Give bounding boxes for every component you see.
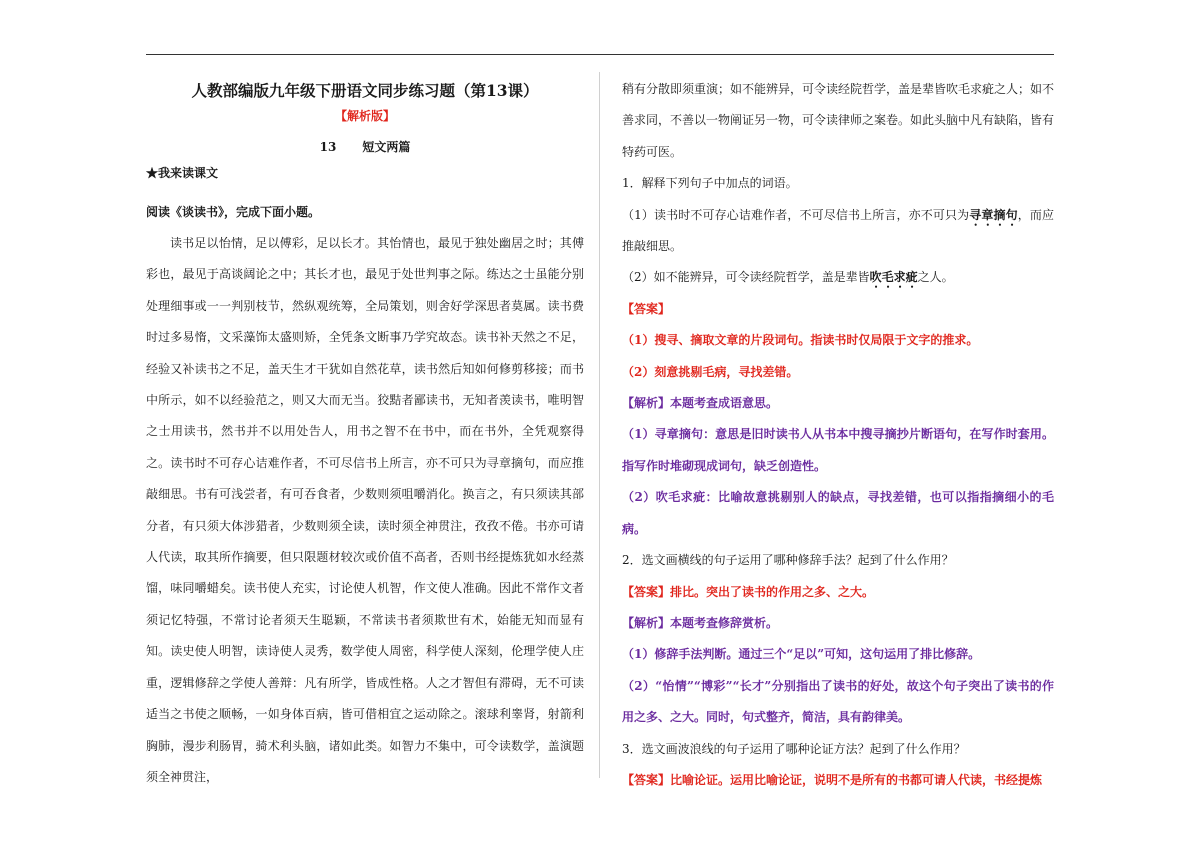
lesson-number: 13 <box>319 140 337 154</box>
q1-analysis-2: （2）吹毛求疵：比喻故意挑剔别人的缺点，寻找差错，也可以指指摘细小的毛病。 <box>622 490 1054 536</box>
q3-answer: 【答案】比喻论证。运用比喻论证，说明不是所有的书都可请人代读，书经提炼 <box>622 772 1043 787</box>
q1-answer-2: （2）刻意挑剔毛病，寻找差错。 <box>622 364 799 379</box>
q1-stem: 1．解释下列句子中加点的词语。 <box>622 176 798 191</box>
q1-item-1: （1）读书时不可存心诘难作者，不可尽信书上所言，亦不可只为寻章摘句，而应推敲细思。 <box>622 207 1054 254</box>
document-subtitle: 【解析版】 <box>334 109 395 123</box>
lesson-heading <box>146 134 584 160</box>
q2-analysis-1: （1）修辞手法判断。通过三个“足以”可知，这句运用了排比修辞。 <box>622 647 981 662</box>
reading-prompt: 阅读《谈读书》，完成下面小题。 <box>146 205 321 219</box>
section-heading: ★我来读课文 <box>146 166 219 180</box>
passage-text: 读书足以怡情，足以傅彩，足以长才。其怡情也，最见于独处幽居之时；其傅彩也，最见于高谈阔论之中；其长才也，最见于处世判事之际。练达之士虽能分别处理细事或一一判别枝节，然纵观统筹，全局策划，则舍好学深思者莫属。读书费时过多易惰，文采藻饰太盛则矫，全凭条文断事乃学究故态。读书补天然之不足，经验又补读书之不足，盖天生才干犹如自然花草，读书然后知如何修剪移接；而书中所示，如不以经验范之，则又大而无当。狡黠者鄙读书，无知者羡读书，唯明智之士用读书，然书并不以用处告人，用书之智不在书中，而在书外，全凭观察得之。读书时不可存心诘难作者，不可尽信书上所言，亦不可只为寻章摘句，而应推敲细思。书有可浅尝者，有可吞食者，少数则须咀嚼消化。换言之，有只须读其部分者，有只须大体涉猎者，少数则须全读，读时须全神贯注，孜孜不倦。书亦可请人代读，取其所作摘要，但只限题材较次或价值不高者，否则书经提炼犹如水经蒸馏，味同嚼蜡矣。读书使人充实，讨论使人机智，作文使人准确。因此不常作文者须记忆特强，不常讨论者须天生聪颖，不常读书者须欺世有术，始能无知而显有知。读史使人明智，读诗使人灵秀，数学使人周密，科学使人深刻，伦理学使人庄重，逻辑修辞之学使人善辩：凡有所学，皆成性格。人之才智但有滞碍，无不可读适当之书使之顺畅，一如身体百病，皆可借相宜之运动除之。滚球利睾肾，射箭利胸肺，漫步利肠胃，骑术利头脑，诸如此类。如智力不集中，可令读数学，盖演题须全神贯注， <box>146 236 584 784</box>
q1-item-2: （2）如不能辨异，可令读经院哲学，盖是辈皆吹毛求疵之人。 <box>622 270 954 285</box>
q2-analysis-2: （2）“怡情”“博彩”“长才”分别指出了读书的好处，故这个句子突出了读书的作用之多、之大。同时，句式整齐，简洁，具有韵律美。 <box>622 678 1054 725</box>
q1-answer-tag: 【答案】 <box>622 301 671 316</box>
q1-analysis-1: （1）寻章摘句：意思是旧时读书人从书本中搜寻摘抄片断语句，在写作时套用。指写作时堆砌现成词句，缺乏创造性。 <box>622 427 1054 473</box>
q3-stem: 3．选文画波浪线的句子运用了哪种论证方法？起到了什么作用？ <box>622 741 966 756</box>
left-column <box>146 74 584 793</box>
document-title: 人教部编版九年级下册语文同步练习题（第13课） <box>191 81 539 100</box>
q2-analysis: 【解析】本题考查修辞赏析。 <box>622 615 779 630</box>
q1-key-term-2: 吹毛求疵 <box>869 270 918 285</box>
q1-answer-1: （1）搜寻、摘取文章的片段词句。指读书时仅局限于文字的推求。 <box>622 333 979 348</box>
q1-key-term-1: 寻章摘句 <box>969 207 1018 222</box>
q2-answer: 【答案】排比。突出了读书的作用之多、之大。 <box>622 584 875 599</box>
passage-continued: 稍有分散即须重演；如不能辨异，可令读经院哲学，盖是辈皆吹毛求疵之人；如不善求同，不善以一物阐证另一物，可令读律师之案卷。如此头脑中凡有缺陷，皆有特药可医。 <box>622 82 1055 159</box>
lesson-name: 短文两篇 <box>362 140 411 154</box>
column-divider <box>599 72 600 778</box>
right-column <box>622 74 1054 796</box>
header-rule <box>146 54 1054 55</box>
q2-stem: 2．选文画横线的句子运用了哪种修辞手法？起到了什么作用？ <box>622 553 954 568</box>
q1-analysis: 【解析】本题考查成语意思。 <box>622 396 779 411</box>
